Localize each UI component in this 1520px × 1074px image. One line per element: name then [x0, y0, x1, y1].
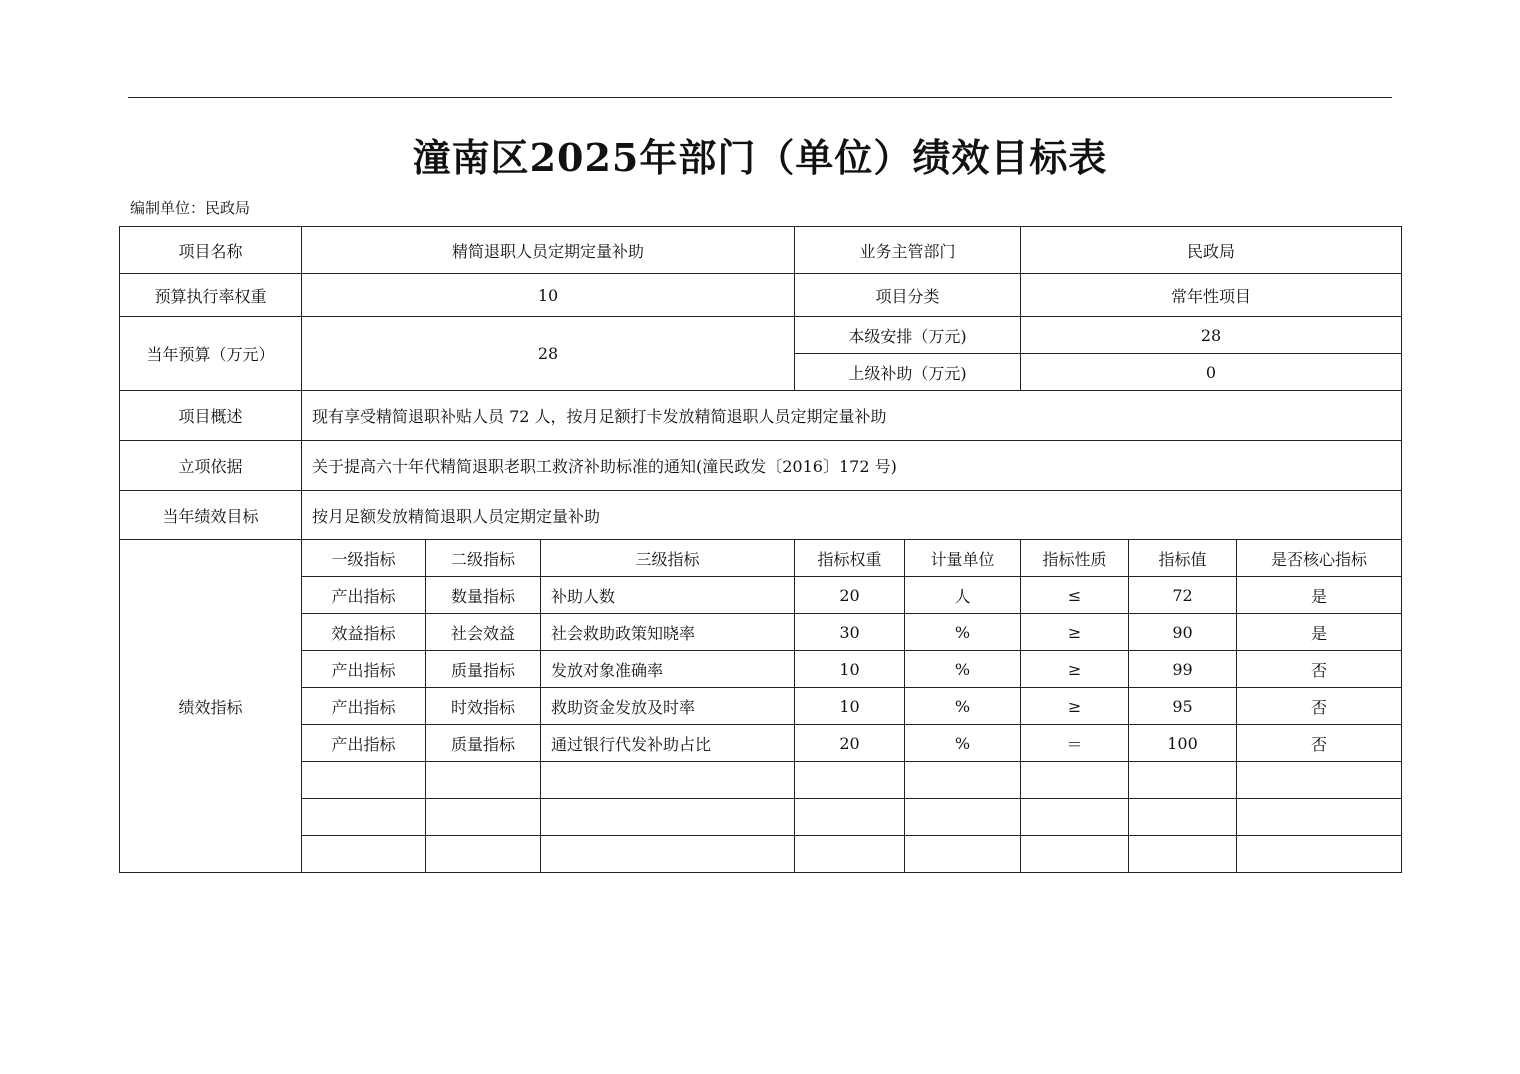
core-cell: 是 — [1237, 614, 1402, 651]
header-level2: 二级指标 — [426, 540, 541, 577]
project-name-label: 项目名称 — [120, 227, 302, 274]
empty-cell — [426, 836, 541, 873]
empty-cell — [795, 799, 905, 836]
local-value: 28 — [1021, 317, 1402, 354]
header-rule — [128, 97, 1392, 98]
row-budget-local — [120, 317, 1402, 354]
row-project-name — [120, 227, 1402, 274]
indicator-header-row — [120, 540, 1402, 577]
nature-cell: ≤ — [1021, 577, 1129, 614]
overview-value: 现有享受精简退职补贴人员 72 人，按月足额打卡发放精简退职人员定期定量补助 — [302, 391, 1402, 441]
unit-cell: % — [905, 651, 1021, 688]
compiler-unit: 编制单位：民政局 — [130, 199, 251, 217]
empty-cell — [905, 762, 1021, 799]
weight-cell: 10 — [795, 688, 905, 725]
local-label: 本级安排（万元) — [795, 317, 1021, 354]
empty-cell — [302, 799, 426, 836]
unit-cell: % — [905, 725, 1021, 762]
goal-value: 按月足额发放精简退职人员定期定量补助 — [302, 491, 1402, 540]
core-cell: 否 — [1237, 688, 1402, 725]
table-row — [120, 688, 1402, 725]
table-row — [120, 651, 1402, 688]
weight-cell: 20 — [795, 577, 905, 614]
value-cell: 90 — [1129, 614, 1237, 651]
empty-cell — [1237, 836, 1402, 873]
weight-cell: 30 — [795, 614, 905, 651]
empty-cell — [905, 799, 1021, 836]
empty-cell — [1021, 799, 1129, 836]
header-level3: 三级指标 — [541, 540, 795, 577]
empty-row — [120, 762, 1402, 799]
core-cell: 否 — [1237, 725, 1402, 762]
empty-cell — [426, 762, 541, 799]
header-core: 是否核心指标 — [1237, 540, 1402, 577]
superior-label: 上级补助（万元) — [795, 354, 1021, 391]
nature-cell: ≥ — [1021, 614, 1129, 651]
level1-cell: 产出指标 — [302, 688, 426, 725]
nature-cell: ≥ — [1021, 651, 1129, 688]
header-unit: 计量单位 — [905, 540, 1021, 577]
weight-cell: 10 — [795, 651, 905, 688]
empty-row — [120, 836, 1402, 873]
unit-cell: 人 — [905, 577, 1021, 614]
level3-cell: 社会救助政策知晓率 — [541, 614, 795, 651]
basis-value: 关于提高六十年代精简退职老职工救济补助标准的通知(潼民政发〔2016〕172 号) — [302, 441, 1402, 491]
empty-cell — [302, 762, 426, 799]
project-name-value: 精简退职人员定期定量补助 — [302, 227, 795, 274]
empty-cell — [1129, 762, 1237, 799]
level2-cell: 质量指标 — [426, 725, 541, 762]
level1-cell: 产出指标 — [302, 725, 426, 762]
empty-cell — [1237, 799, 1402, 836]
indicators-section-label: 绩效指标 — [120, 540, 302, 873]
goal-label: 当年绩效目标 — [120, 491, 302, 540]
category-value: 常年性项目 — [1021, 274, 1402, 317]
empty-cell — [302, 836, 426, 873]
dept-label: 业务主管部门 — [795, 227, 1021, 274]
dept-value: 民政局 — [1021, 227, 1402, 274]
superior-value: 0 — [1021, 354, 1402, 391]
row-basis — [120, 441, 1402, 491]
empty-cell — [905, 836, 1021, 873]
core-cell: 否 — [1237, 651, 1402, 688]
empty-cell — [1237, 762, 1402, 799]
empty-cell — [1021, 762, 1129, 799]
empty-row — [120, 799, 1402, 836]
empty-cell — [426, 799, 541, 836]
level3-cell: 救助资金发放及时率 — [541, 688, 795, 725]
header-value: 指标值 — [1129, 540, 1237, 577]
level1-cell: 产出指标 — [302, 651, 426, 688]
core-cell: 是 — [1237, 577, 1402, 614]
unit-cell: % — [905, 614, 1021, 651]
table-row — [120, 577, 1402, 614]
level2-cell: 数量指标 — [426, 577, 541, 614]
header-level1: 一级指标 — [302, 540, 426, 577]
overview-label: 项目概述 — [120, 391, 302, 441]
document-title: 潼南区2025年部门（单位）绩效目标表 — [412, 135, 1108, 180]
header-weight: 指标权重 — [795, 540, 905, 577]
empty-cell — [541, 762, 795, 799]
weight-value: 10 — [302, 274, 795, 317]
category-label: 项目分类 — [795, 274, 1021, 317]
level3-cell: 补助人数 — [541, 577, 795, 614]
level1-cell: 产出指标 — [302, 577, 426, 614]
empty-cell — [795, 762, 905, 799]
row-goal — [120, 491, 1402, 540]
empty-cell — [541, 836, 795, 873]
empty-cell — [795, 836, 905, 873]
level3-cell: 通过银行代发补助占比 — [541, 725, 795, 762]
level2-cell: 社会效益 — [426, 614, 541, 651]
level2-cell: 质量指标 — [426, 651, 541, 688]
empty-cell — [541, 799, 795, 836]
row-weight — [120, 274, 1402, 317]
nature-cell: ＝ — [1021, 725, 1129, 762]
empty-cell — [1021, 836, 1129, 873]
basis-label: 立项依据 — [120, 441, 302, 491]
header-nature: 指标性质 — [1021, 540, 1129, 577]
level2-cell: 时效指标 — [426, 688, 541, 725]
value-cell: 99 — [1129, 651, 1237, 688]
budget-value: 28 — [302, 317, 795, 391]
level3-cell: 发放对象准确率 — [541, 651, 795, 688]
value-cell: 100 — [1129, 725, 1237, 762]
performance-goal-table — [119, 226, 1402, 873]
unit-cell: % — [905, 688, 1021, 725]
empty-cell — [1129, 836, 1237, 873]
level1-cell: 效益指标 — [302, 614, 426, 651]
weight-cell: 20 — [795, 725, 905, 762]
value-cell: 95 — [1129, 688, 1237, 725]
value-cell: 72 — [1129, 577, 1237, 614]
row-overview — [120, 391, 1402, 441]
empty-cell — [1129, 799, 1237, 836]
weight-label: 预算执行率权重 — [120, 274, 302, 317]
nature-cell: ≥ — [1021, 688, 1129, 725]
table-row — [120, 725, 1402, 762]
table-row — [120, 614, 1402, 651]
budget-label: 当年预算（万元） — [120, 317, 302, 391]
